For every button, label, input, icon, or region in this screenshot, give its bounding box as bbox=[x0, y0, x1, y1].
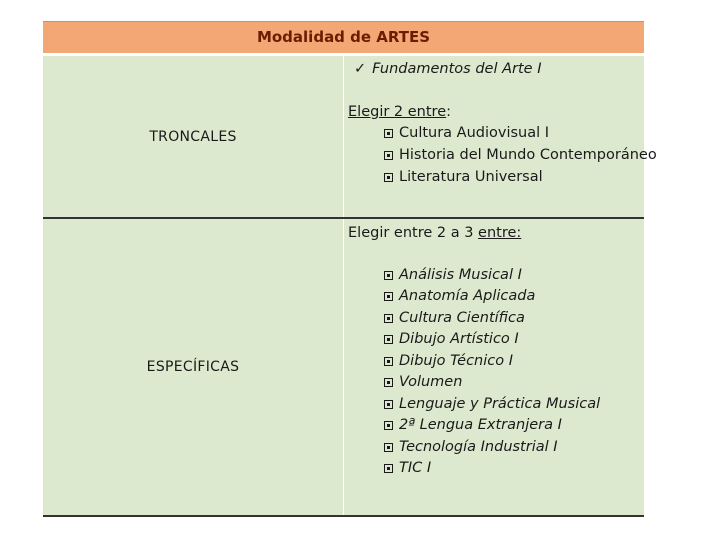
list-item: Historia del Mundo Contemporáneo bbox=[384, 147, 657, 163]
list-item: Dibujo Artístico I bbox=[384, 331, 519, 347]
list-item: TIC I bbox=[384, 460, 431, 476]
square-bullet-icon bbox=[384, 292, 393, 301]
list-item: Cultura Audiovisual I bbox=[384, 125, 549, 141]
list-item: Volumen bbox=[384, 374, 462, 390]
square-bullet-icon bbox=[384, 400, 393, 409]
checkmark-icon: ✓ bbox=[354, 61, 367, 77]
square-bullet-icon bbox=[384, 357, 393, 366]
list-item: Tecnología Industrial I bbox=[384, 439, 558, 455]
square-bullet-icon bbox=[384, 378, 393, 387]
list-item: Cultura Científica bbox=[384, 310, 525, 326]
list-item: Anatomía Aplicada bbox=[384, 288, 535, 304]
troncales-content-cell bbox=[344, 55, 657, 219]
table-header bbox=[43, 22, 644, 55]
troncales-choose-suffix: : bbox=[446, 104, 451, 120]
square-bullet-icon bbox=[384, 314, 393, 323]
header-title: Modalidad de ARTES bbox=[256, 28, 431, 46]
modalidad-artes-table bbox=[43, 21, 657, 517]
fixed-subject-line bbox=[354, 61, 541, 77]
especificas-choose-underlined: entre: bbox=[478, 225, 522, 241]
especificas-label-cell bbox=[43, 218, 344, 516]
especificas-choose-text: Elegir entre 2 a 3 bbox=[348, 225, 479, 241]
square-bullet-icon bbox=[384, 464, 393, 473]
especificas-row bbox=[43, 218, 644, 516]
troncales-row bbox=[43, 55, 644, 219]
especificas-content-cell bbox=[344, 218, 645, 516]
list-item: Análisis Musical I bbox=[384, 267, 522, 283]
square-bullet-icon bbox=[384, 173, 393, 182]
square-bullet-icon bbox=[384, 271, 393, 280]
square-bullet-icon bbox=[384, 421, 393, 430]
especificas-choose-line bbox=[348, 225, 521, 241]
troncales-label-cell bbox=[43, 55, 344, 219]
especificas-label: ESPECÍFICAS bbox=[146, 359, 240, 375]
list-item: Literatura Universal bbox=[384, 169, 543, 185]
list-item: Dibujo Técnico I bbox=[384, 353, 513, 369]
list-item: 2ª Lengua Extranjera I bbox=[384, 417, 562, 433]
fixed-subject: Fundamentos del Arte I bbox=[372, 61, 542, 77]
square-bullet-icon bbox=[384, 443, 393, 452]
list-item: Lenguaje y Práctica Musical bbox=[384, 396, 600, 412]
square-bullet-icon bbox=[384, 129, 393, 138]
square-bullet-icon bbox=[384, 335, 393, 344]
troncales-choose-line bbox=[348, 104, 451, 120]
troncales-label: TRONCALES bbox=[149, 128, 237, 145]
troncales-choose-text: Elegir 2 entre bbox=[348, 104, 447, 120]
square-bullet-icon bbox=[384, 151, 393, 160]
